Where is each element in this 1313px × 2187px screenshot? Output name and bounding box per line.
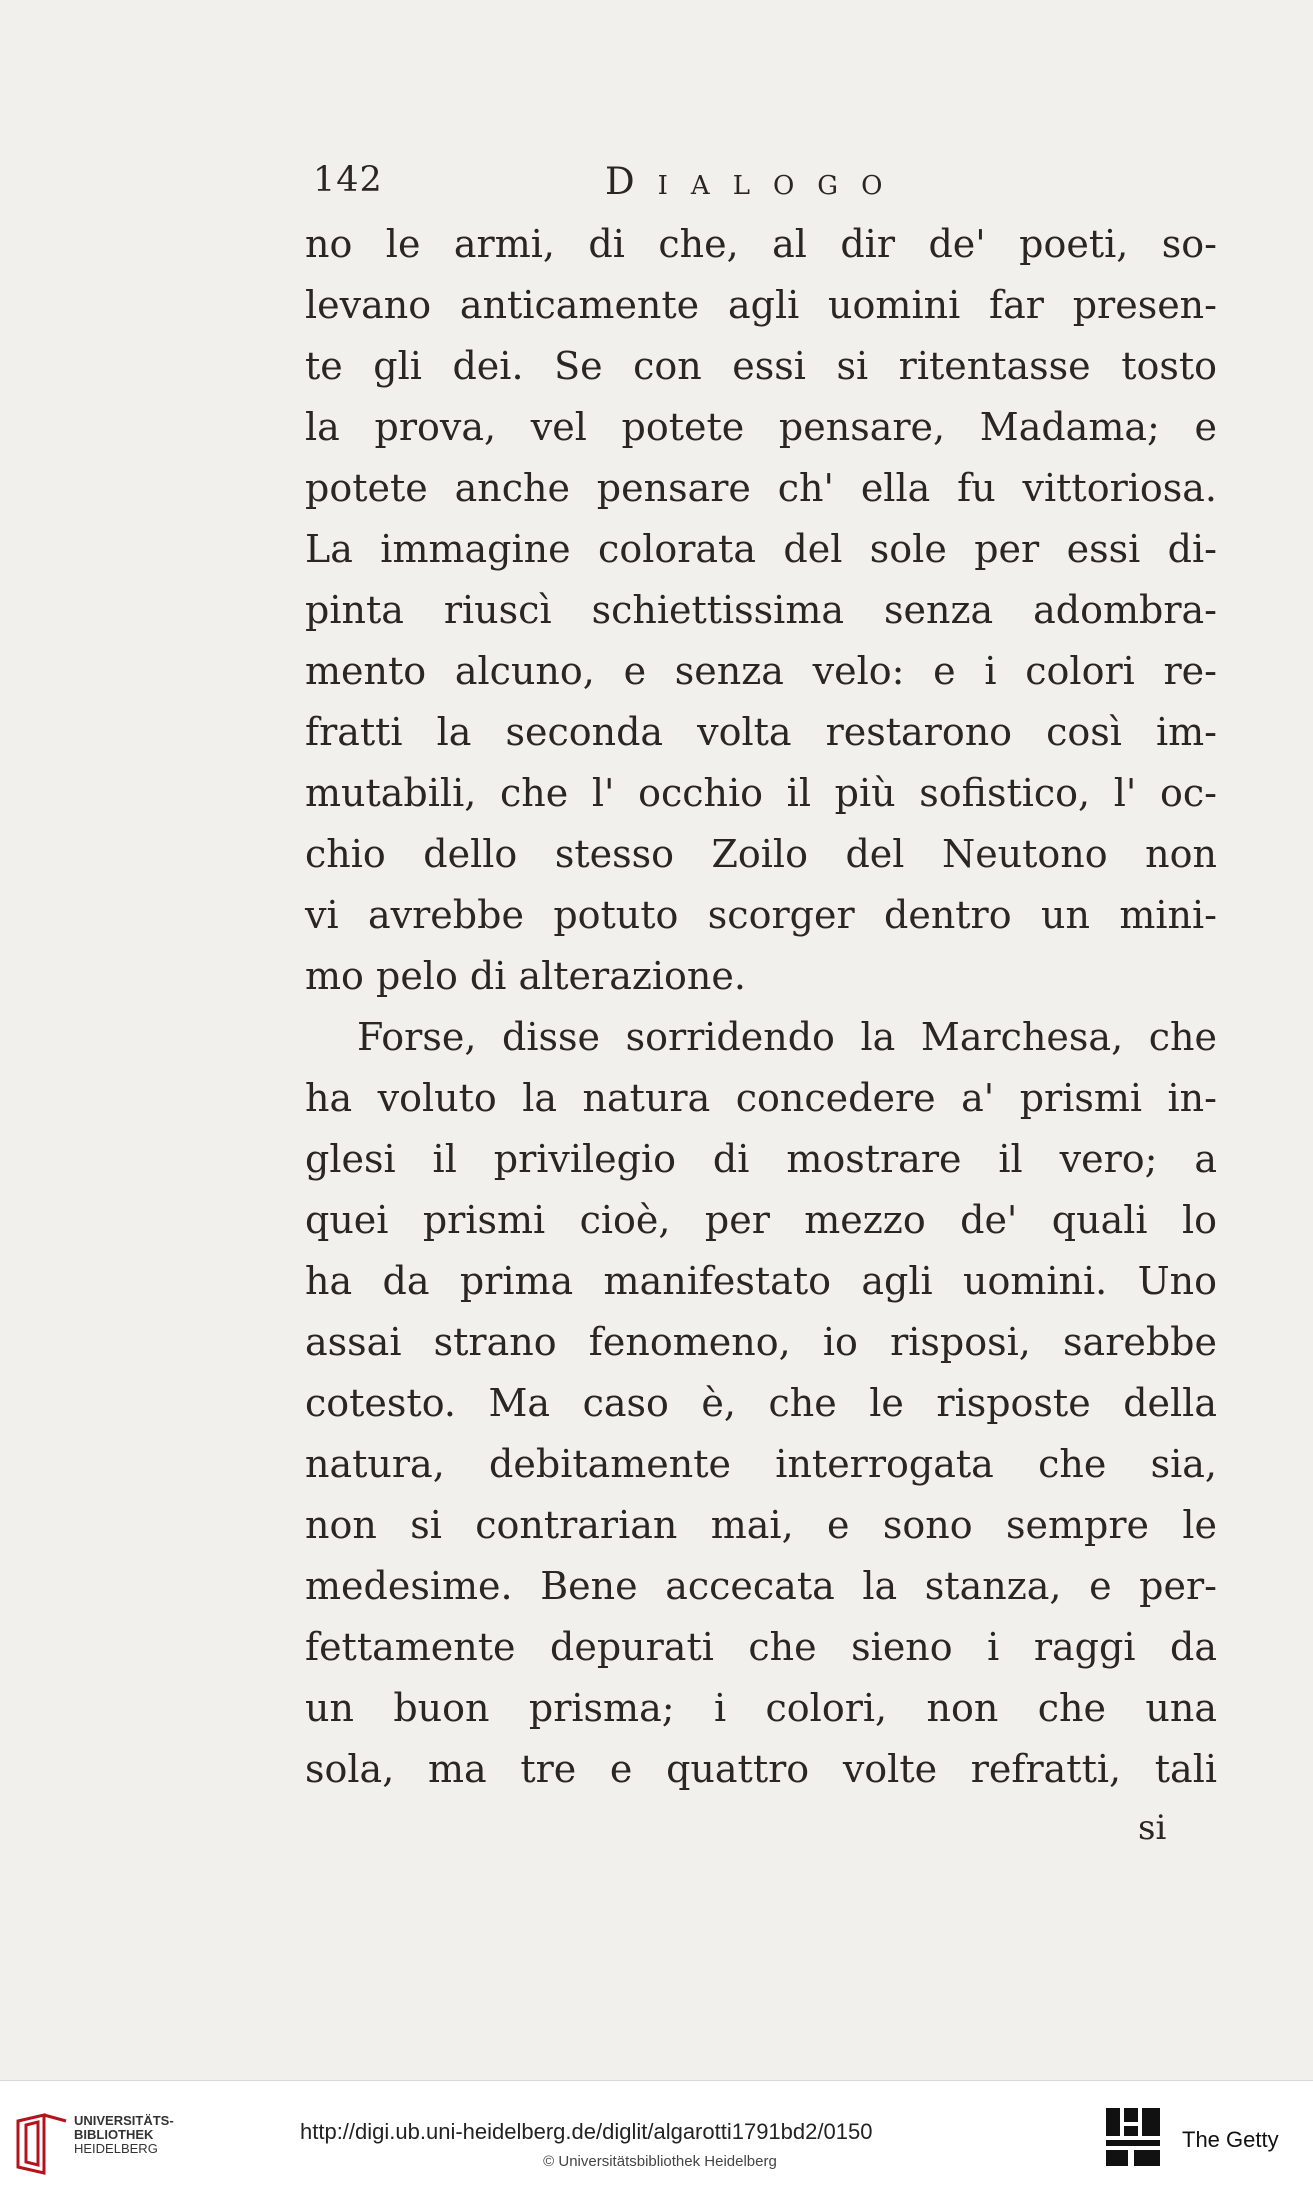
library-name — [74, 2114, 174, 2156]
text-line: quei prismi cioè, per mezzo de' quali lo — [305, 1198, 1217, 1242]
text-line: ha voluto la natura concedere a' prismi in- — [305, 1076, 1217, 1120]
text-line: sola, ma tre e quattro volte refratti, tali — [305, 1747, 1217, 1791]
text-line: potete anche pensare ch' ella fu vittoriosa. — [305, 466, 1217, 510]
page-header — [305, 160, 1225, 210]
text-line: un buon prisma; i colori, non che una — [305, 1686, 1217, 1730]
getty-logo-icon — [1104, 2106, 1162, 2168]
text-line: levano anticamente agli uomini far presen- — [305, 283, 1217, 327]
text-line: fettamente depurati che sieno i raggi da — [305, 1625, 1217, 1669]
library-name-line: BIBLIOTHEK — [74, 2127, 154, 2142]
catchword: si — [1138, 1808, 1167, 1848]
text-line: cotesto. Ma caso è, che le risposte della — [305, 1381, 1217, 1425]
text-line: no le armi, di che, al dir de' poeti, so- — [305, 222, 1217, 266]
running-head: Dialogo — [605, 160, 906, 203]
text-line: mutabili, che l' occhio il più sofistico, l' oc- — [305, 771, 1217, 815]
text-line: natura, debitamente interrogata che sia, — [305, 1442, 1217, 1486]
page-number: 142 — [313, 160, 383, 200]
viewer-footer — [0, 2080, 1313, 2187]
partner-name: The Getty — [1182, 2127, 1279, 2152]
text-line: La immagine colorata del sole per essi di- — [305, 527, 1217, 571]
text-line: vi avrebbe potuto scorger dentro un mini- — [305, 893, 1217, 937]
text-line: pinta riuscì schiettissima senza adombra- — [305, 588, 1217, 632]
text-line: fratti la seconda volta restarono così im- — [305, 710, 1217, 754]
body-text — [305, 214, 1217, 1800]
text-line: chio dello stesso Zoilo del Neutono non — [305, 832, 1217, 876]
university-library-logo-icon — [14, 2113, 74, 2175]
permalink-url[interactable]: http://digi.ub.uni-heidelberg.de/diglit/algarotti1791bd2/0150 — [300, 2119, 873, 2144]
text-line: medesime. Bene accecata la stanza, e per- — [305, 1564, 1217, 1608]
copyright-notice: © Universitätsbibliothek Heidelberg — [543, 2153, 777, 2170]
text-line: glesi il privilegio di mostrare il vero; a — [305, 1137, 1217, 1181]
text-line: la prova, vel potete pensare, Madama; e — [305, 405, 1217, 449]
text-line: mento alcuno, e senza velo: e i colori re- — [305, 649, 1217, 693]
text-line: te gli dei. Se con essi si ritentasse tosto — [305, 344, 1217, 388]
text-line: mo pelo di alterazione. — [305, 954, 746, 998]
library-name-line: HEIDELBERG — [74, 2141, 158, 2156]
text-line: ha da prima manifestato agli uomini. Uno — [305, 1259, 1217, 1303]
text-line: non si contrarian mai, e sono sempre le — [305, 1503, 1217, 1547]
library-name-line: UNIVERSITÄTS- — [74, 2113, 174, 2128]
text-line: Forse, disse sorridendo la Marchesa, che — [357, 1015, 1217, 1059]
text-line: assai strano fenomeno, io risposi, sarebbe — [305, 1320, 1217, 1364]
